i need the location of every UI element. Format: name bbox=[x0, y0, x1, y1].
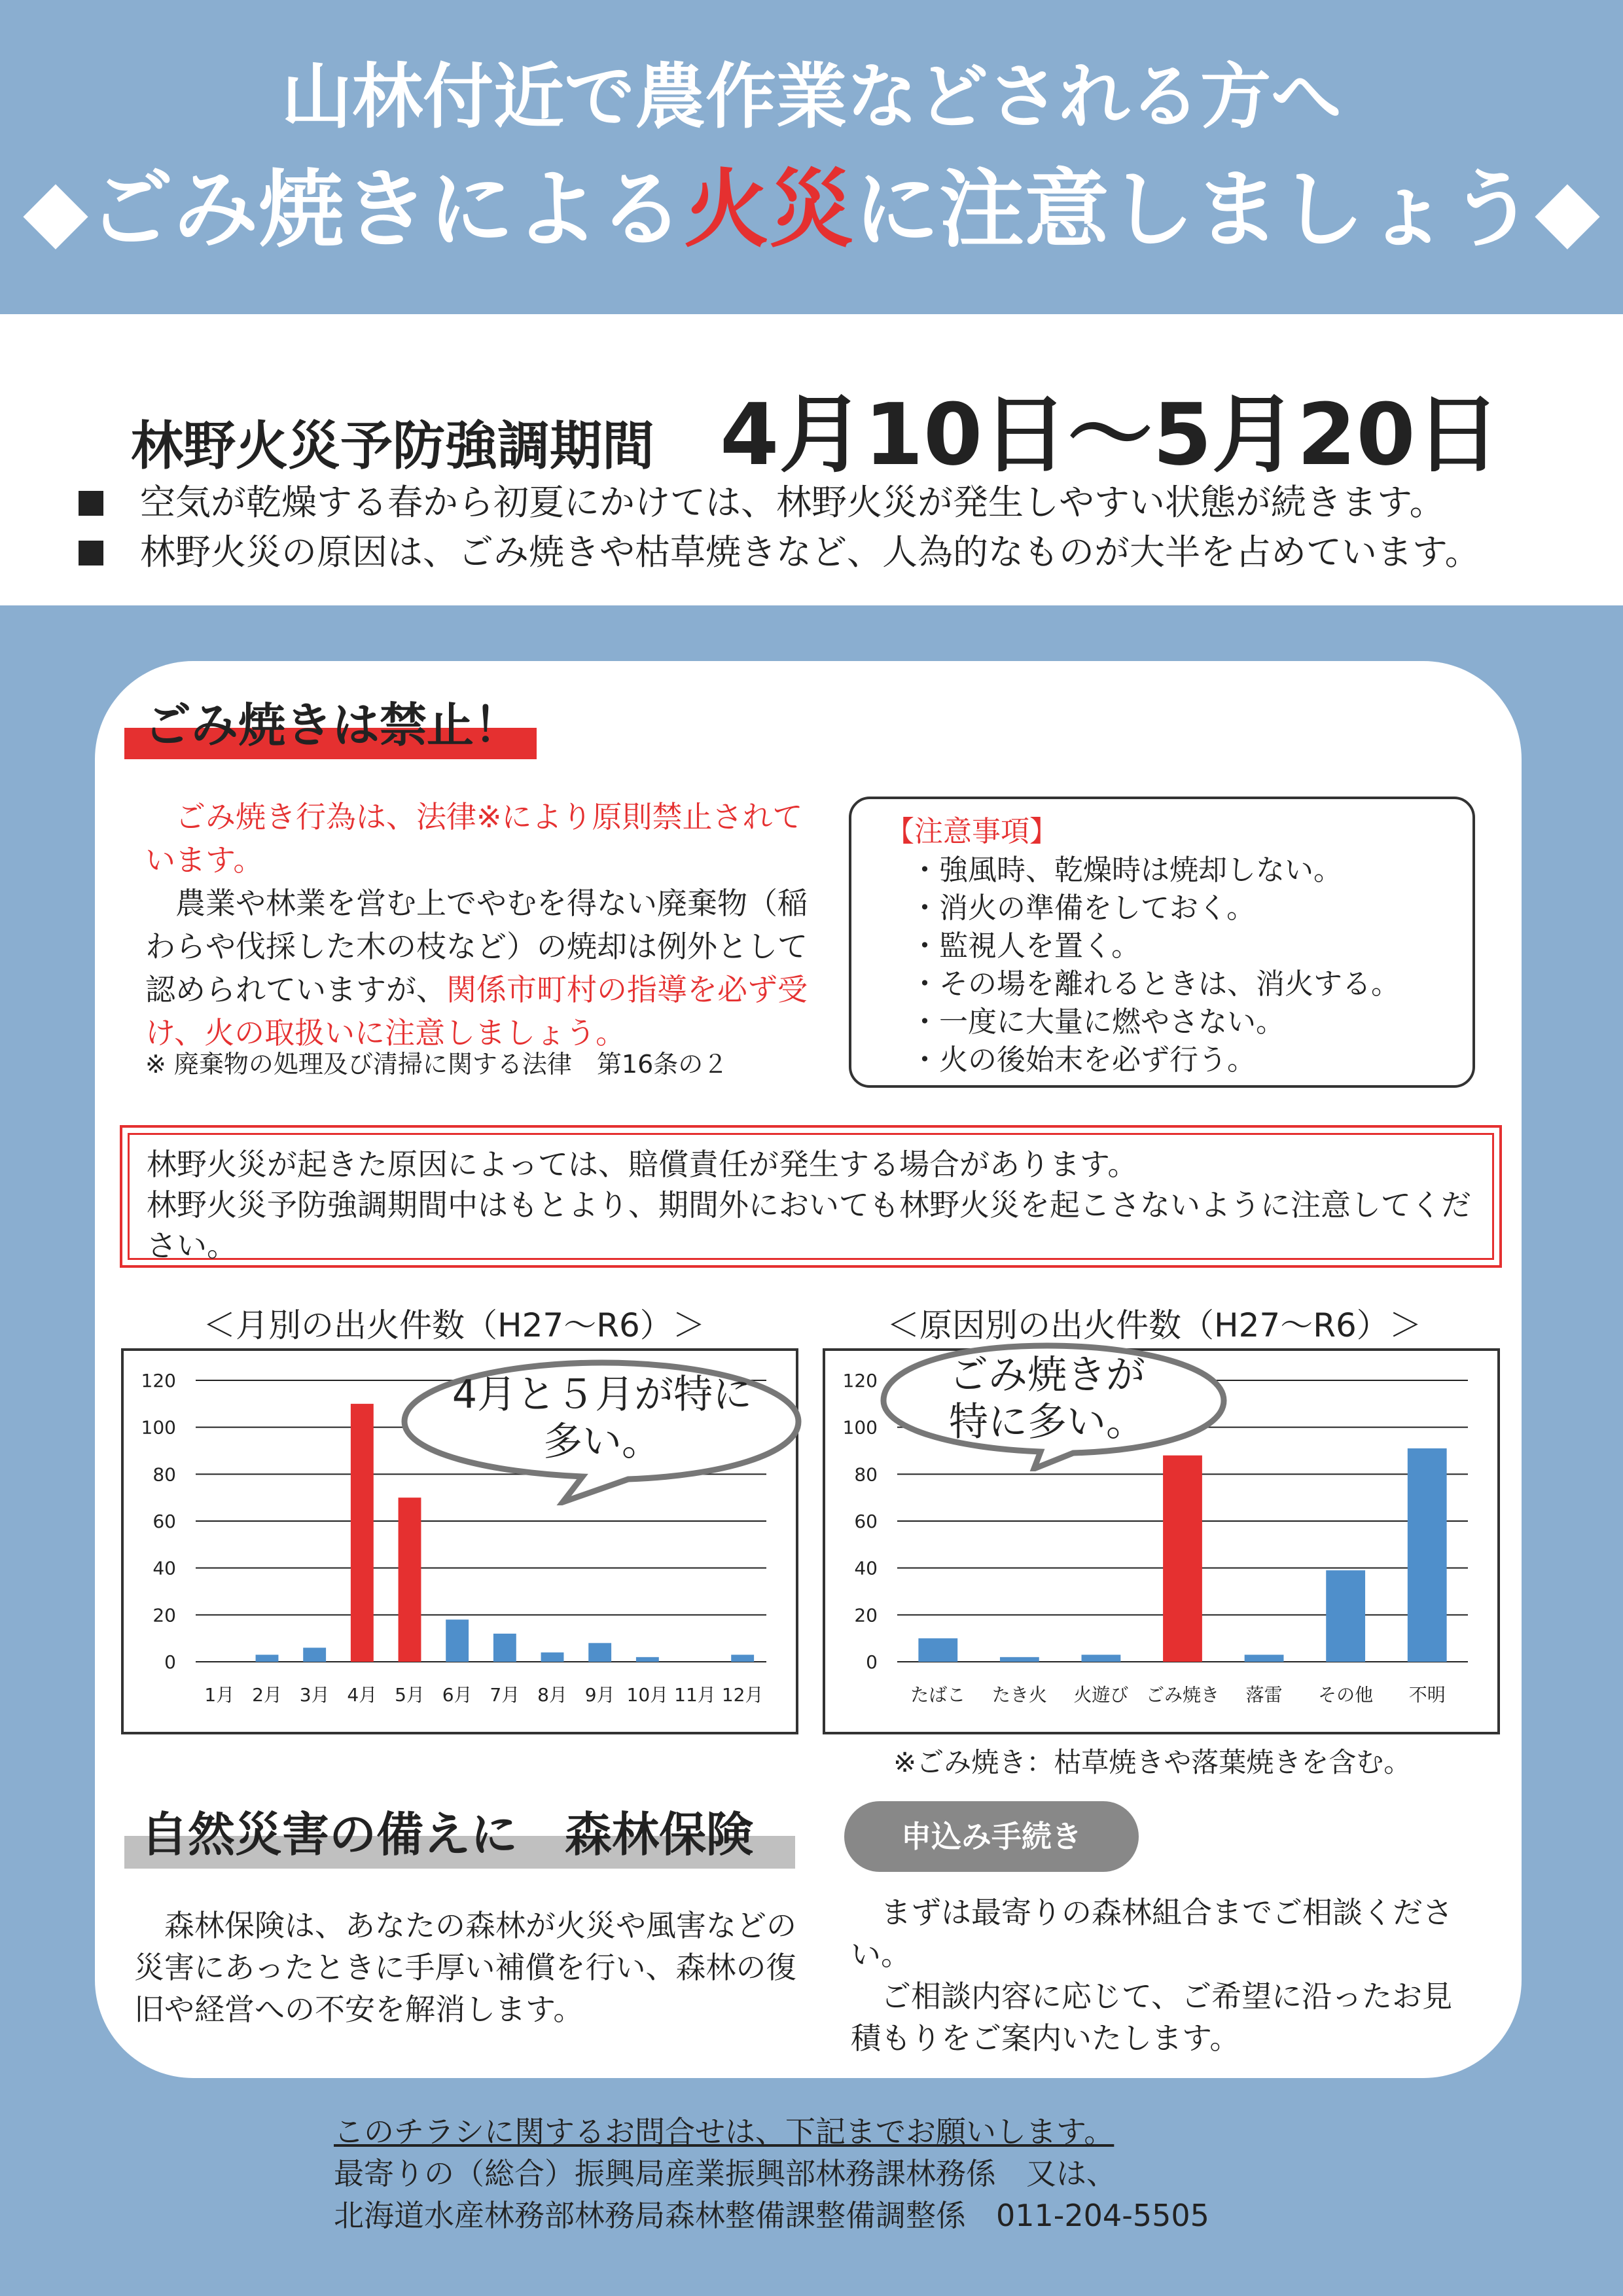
contact-line: 最寄りの（総合）振興局産業振興部林務課林務係 又は、 bbox=[334, 2156, 1116, 2191]
law-note: ※ 廃棄物の処理及び清掃に関する法律 第16条の２ bbox=[145, 1050, 728, 1079]
bar bbox=[731, 1655, 754, 1662]
x-tick-label: 7月 bbox=[490, 1684, 520, 1706]
y-tick-label: 120 bbox=[141, 1370, 176, 1391]
caution-title: 【注意事項】 bbox=[885, 815, 1058, 848]
rule-red-1: ごみ焼き行為は、法律※により原則禁止されています。 bbox=[145, 799, 803, 878]
bar bbox=[493, 1634, 516, 1662]
x-tick-label: 9月 bbox=[584, 1684, 615, 1706]
y-tick-label: 20 bbox=[854, 1604, 878, 1626]
y-tick-label: 100 bbox=[842, 1416, 878, 1439]
caution-box bbox=[849, 797, 1475, 1088]
warning-box bbox=[120, 1125, 1502, 1268]
y-tick-label: 100 bbox=[141, 1416, 176, 1439]
bar bbox=[1163, 1456, 1202, 1662]
bar bbox=[541, 1653, 564, 1662]
bullet-item: 空気が乾燥する春から初夏にかけては、林野火災が発生しやすい状態が続きます。 bbox=[79, 478, 1584, 528]
contact-info bbox=[334, 2111, 1209, 2236]
bar bbox=[1082, 1655, 1121, 1662]
caution-item: ・強風時、乾燥時は焼却しない。 bbox=[910, 853, 1342, 887]
period bbox=[131, 367, 1501, 489]
x-tick-label: 4月 bbox=[347, 1684, 378, 1706]
apply-procedure-label: 申込み手続き bbox=[844, 1801, 1139, 1872]
caution-item: ・消火の準備をしておく。 bbox=[910, 891, 1256, 925]
x-tick-label: その他 bbox=[1318, 1684, 1374, 1706]
x-tick-label: 不明 bbox=[1408, 1684, 1446, 1706]
bar bbox=[636, 1657, 659, 1662]
rule-red-2: 関係市町村の指導を必ず受け、火の取扱いに注意しましょう。 bbox=[145, 972, 808, 1050]
header-title-pre: ◆ごみ焼きによる bbox=[23, 160, 684, 259]
y-tick-label: 20 bbox=[152, 1604, 176, 1626]
y-tick-label: 40 bbox=[854, 1557, 878, 1579]
insurance-body: 森林保険は、あなたの森林が火災や風害などの災害にあったときに手厚い補償を行い、森林の復旧や経営への不安を解消します。 bbox=[134, 1908, 796, 2027]
bar bbox=[399, 1498, 421, 1662]
bar bbox=[1000, 1657, 1039, 1662]
rule-body: 農業や林業を営む上でやむを得ない廃棄物（稲わらや伐採した木の枝など）の焼却は例外として認められていますが、関係市町村の指導を必ず受け、火の取扱いに注意しましょう。 bbox=[145, 886, 808, 1050]
header-banner bbox=[0, 0, 1623, 314]
header-subtitle: 山林付近で農作業などされる方へ bbox=[281, 56, 1342, 138]
x-tick-label: 6月 bbox=[442, 1684, 473, 1706]
caution-item: ・その場を離れるときは、消火する。 bbox=[910, 967, 1400, 1001]
bar bbox=[303, 1648, 326, 1662]
x-tick-label: 3月 bbox=[299, 1684, 330, 1706]
square-bullet-icon bbox=[79, 491, 103, 516]
x-tick-label: たき火 bbox=[991, 1684, 1047, 1706]
y-tick-label: 60 bbox=[854, 1511, 878, 1532]
bullet-list bbox=[79, 478, 1584, 577]
y-tick-label: 40 bbox=[152, 1557, 176, 1579]
x-tick-label: 2月 bbox=[252, 1684, 282, 1706]
bullet-item: 林野火災の原因は、ごみ焼きや枯草焼きなど、人為的なものが大半を占めています。 bbox=[79, 528, 1584, 577]
square-bullet-icon bbox=[79, 541, 103, 565]
caution-item: ・一度に大量に燃やさない。 bbox=[910, 1005, 1285, 1039]
y-tick-label: 0 bbox=[866, 1651, 878, 1673]
contact-heading: このチラシに関するお問合せは、下記までお願いします。 bbox=[334, 2114, 1115, 2149]
x-tick-label: 11月 bbox=[674, 1684, 716, 1706]
x-tick-label: 5月 bbox=[395, 1684, 425, 1706]
period-label: 林野火災予防強調期間 bbox=[131, 416, 654, 476]
callout-month-text: 4月と５月が特に多い。 bbox=[452, 1372, 753, 1465]
contact-line: 北海道水産林務部林務局森林整備課整備調整係 011-204-5505 bbox=[334, 2198, 1209, 2233]
x-tick-label: 10月 bbox=[626, 1684, 669, 1706]
bar bbox=[256, 1655, 279, 1662]
header-title bbox=[0, 160, 1623, 259]
y-tick-label: 0 bbox=[164, 1651, 176, 1673]
bar bbox=[588, 1643, 611, 1662]
callout-cause-text: ごみ焼きが特に多い。 bbox=[949, 1352, 1145, 1445]
header-title-post: に注意しましょう◆ bbox=[854, 160, 1600, 259]
chart-note: ※ごみ焼き：枯草焼きや落葉焼きを含む。 bbox=[893, 1746, 1412, 1778]
caution-item: ・火の後始末を必ず行う。 bbox=[910, 1043, 1256, 1077]
x-tick-label: ごみ焼き bbox=[1145, 1684, 1220, 1706]
period-dates: 4月10日～5月20日 bbox=[720, 385, 1501, 484]
bar bbox=[1245, 1655, 1284, 1662]
apply-body: まずは最寄りの森林組合までご相談ください。 ご相談内容に応じて、ご希望に沿ったお見積もりをご案内いたします。 bbox=[851, 1895, 1453, 2056]
x-tick-label: 8月 bbox=[537, 1684, 567, 1706]
x-tick-label: 12月 bbox=[721, 1684, 764, 1706]
insurance-title: 自然災害の備えに 森林保険 bbox=[141, 1807, 754, 1862]
caution-item: ・監視人を置く。 bbox=[910, 929, 1141, 963]
bar bbox=[1408, 1448, 1447, 1662]
chart-month-title: ＜月別の出火件数（H27～R6）＞ bbox=[203, 1306, 705, 1344]
y-tick-label: 80 bbox=[854, 1463, 878, 1486]
bar bbox=[446, 1620, 469, 1662]
rule-text bbox=[145, 795, 826, 1054]
x-tick-label: 1月 bbox=[204, 1684, 235, 1706]
warning-text: 林野火災が起きた原因によっては、賠償責任が発生する場合があります。 林野火災予防強調期間中はもとより、期間外においても林野火災を起こさないように注意してください。 bbox=[128, 1133, 1494, 1260]
rule-title: ごみ焼きは禁止！ bbox=[144, 698, 522, 753]
y-tick-label: 60 bbox=[152, 1511, 176, 1532]
chart-cause-title: ＜原因別の出火件数（H27～R6）＞ bbox=[887, 1306, 1422, 1344]
x-tick-label: 火遊び bbox=[1073, 1684, 1129, 1706]
y-tick-label: 80 bbox=[152, 1463, 176, 1486]
bar bbox=[918, 1638, 957, 1662]
header-title-red: 火災 bbox=[683, 160, 854, 259]
bar bbox=[1326, 1570, 1365, 1662]
y-tick-label: 120 bbox=[842, 1370, 878, 1391]
x-tick-label: たばこ bbox=[910, 1684, 966, 1706]
bar bbox=[351, 1404, 374, 1662]
caution-list bbox=[910, 852, 1446, 1079]
x-tick-label: 落雷 bbox=[1245, 1684, 1283, 1706]
